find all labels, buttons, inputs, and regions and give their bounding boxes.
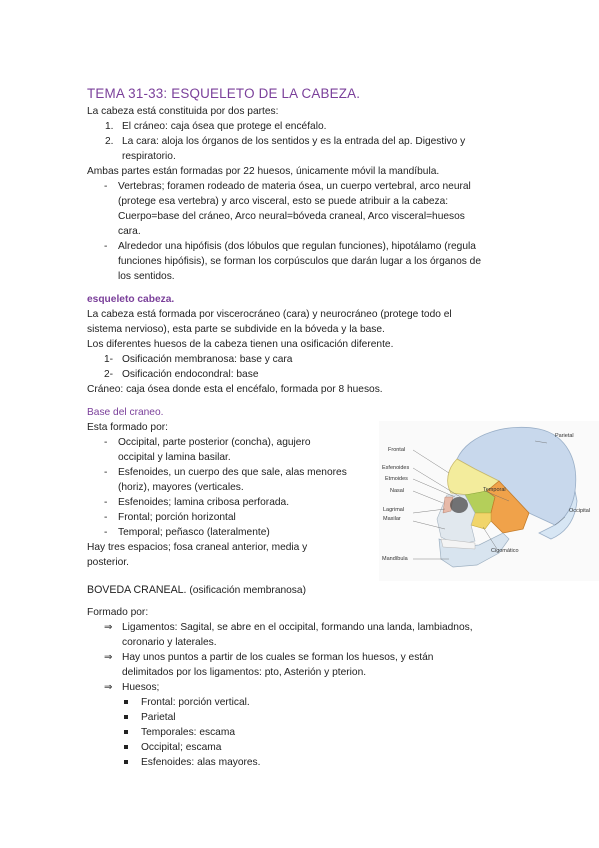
dash-bullet: - xyxy=(104,467,108,478)
orbit xyxy=(450,497,468,513)
skull-figure xyxy=(379,421,599,581)
label-cigomatico: Cigomático xyxy=(491,548,519,554)
label-occipital: Occipital xyxy=(569,508,591,514)
hipofisis-line-1: Alrededor una hipófisis (dos lóbulos que regulan funciones), hipotálamo (regula xyxy=(118,241,476,252)
dash-bullet: - xyxy=(104,497,108,508)
cabeza-line-1: La cabeza está formada por viscerocráneo (cara) y neurocráneo (protege todo el xyxy=(87,309,452,320)
square-bullet-icon xyxy=(124,711,128,725)
hipofisis-line-3: los sentidos. xyxy=(118,271,175,282)
ossification-2: Osificación endocondral: base xyxy=(122,369,259,380)
boveda-heading-note: (osificación membranosa) xyxy=(186,585,306,596)
section-heading-boveda xyxy=(87,583,306,598)
hipofisis-line-2: funciones hipófisis), se forman los corpúsculos que darán lugar a los órganos de xyxy=(118,256,481,267)
base-frontal: Frontal; porción horizontal xyxy=(118,512,236,523)
boveda-bone-2: Parietal xyxy=(141,712,176,723)
ossification-num-2: 2- xyxy=(104,369,114,380)
intro-item-1: El cráneo: caja ósea que protege el encéfalo. xyxy=(122,121,327,132)
label-frontal: Frontal xyxy=(388,447,406,453)
base-esfenoides-line-2: (horiz), mayores (verticales. xyxy=(118,482,244,493)
ossification-1: Osificación membranosa: base y cara xyxy=(122,354,293,365)
base-esfenoides-line-1: Esfenoides, un cuerpo des que sale, alas menores xyxy=(118,467,347,478)
boveda-puntos-line-1: Hay unos puntos a partir de los cuales se forman los huesos, y están xyxy=(122,652,434,663)
intro-item-num-1: 1. xyxy=(105,121,114,132)
boveda-bone-4: Occipital; escama xyxy=(141,742,222,753)
label-etmoides: Etmoides xyxy=(385,476,408,482)
page-title: TEMA 31-33: ESQUELETO DE LA CABEZA. xyxy=(87,86,361,101)
square-bullet-icon xyxy=(124,756,128,770)
ossification-num-1: 1- xyxy=(104,354,114,365)
craneo-sentence: Cráneo: caja ósea donde esta el encéfalo, formada por 8 huesos. xyxy=(87,384,383,395)
intro-lead: La cabeza está constituida por dos partes: xyxy=(87,106,279,117)
square-bullet-icon xyxy=(124,741,128,755)
label-lagrimal: Lagrimal xyxy=(383,507,405,513)
boveda-ligamentos-line-1: Ligamentos: Sagital, se abre en el occipital, formando una landa, lambiadnos, xyxy=(122,622,473,633)
boveda-heading: BOVEDA CRANEAL. xyxy=(87,584,187,596)
arrow-bullet-icon: ⇒ xyxy=(104,652,113,663)
arrow-bullet-icon: ⇒ xyxy=(104,682,113,693)
base-closing-line-1: Hay tres espacios; fosa craneal anterior, media y xyxy=(87,542,308,553)
square-bullet-icon xyxy=(124,696,128,710)
dash-bullet: - xyxy=(104,437,108,448)
base-lead: Esta formado por: xyxy=(87,422,168,433)
vertebras-line-2: (protege esa vertebra) y arco visceral, esto se puede atribuir a la cabeza: xyxy=(118,196,449,207)
label-mandibula: Mandíbula xyxy=(382,556,408,562)
skull-illustration xyxy=(379,421,599,581)
boveda-huesos: Huesos; xyxy=(122,682,160,693)
dash-bullet: - xyxy=(104,241,108,252)
base-closing-line-2: posterior. xyxy=(87,557,129,568)
boveda-lead: Formado por: xyxy=(87,607,149,618)
cabeza-line-3: Los diferentes huesos de la cabeza tienen una osificación diferente. xyxy=(87,339,394,350)
boveda-puntos-line-2: delimitados por los ligamentos: pto, Asterión y pterion. xyxy=(122,667,367,678)
cabeza-line-2: sistema nervioso), esta parte se subdivide en la bóveda y la base. xyxy=(87,324,385,335)
dash-bullet: - xyxy=(104,181,108,192)
label-nasal: Nasal xyxy=(390,488,405,494)
boveda-bone-1: Frontal: porción vertical. xyxy=(141,697,250,708)
dash-bullet: - xyxy=(104,512,108,523)
base-lamina-cribosa: Esfenoides; lamina cribosa perforada. xyxy=(118,497,290,508)
intro-item-num-2: 2. xyxy=(105,136,114,147)
intro-item-2-line2: respiratorio. xyxy=(122,151,176,162)
square-bullet-icon xyxy=(124,726,128,740)
base-occipital-line-2: occipital y lamina basilar. xyxy=(118,452,231,463)
vertebras-line-1: Vertebras; foramen rodeado de materia ósea, un cuerpo vertebral, arco neural xyxy=(118,181,471,192)
intro-item-2-line1: La cara: aloja los órganos de los sentidos y es la entrada del ap. Digestivo y xyxy=(122,136,466,147)
vertebras-line-4: cara. xyxy=(118,226,141,237)
bones-sentence: Ambas partes están formadas por 22 huesos, únicamente móvil la mandíbula. xyxy=(87,166,440,177)
boveda-bone-3: Temporales: escama xyxy=(141,727,235,738)
label-esfenoides: Esfenoides xyxy=(382,465,410,471)
section-heading-base: Base del craneo. xyxy=(87,407,164,418)
base-temporal: Temporal; peñasco (lateralmente) xyxy=(118,527,270,538)
label-maxilar: Maxilar xyxy=(383,516,401,522)
section-heading-cabeza: esqueleto cabeza. xyxy=(87,294,175,305)
boveda-ligamentos-line-2: coronario y laterales. xyxy=(122,637,217,648)
vertebras-line-3: Cuerpo=base del cráneo, Arco neural=bóveda craneal, Arco visceral=huesos xyxy=(118,211,465,222)
base-occipital-line-1: Occipital, parte posterior (concha), agujero xyxy=(118,437,311,448)
arrow-bullet-icon: ⇒ xyxy=(104,622,113,633)
label-parietal: Parietal xyxy=(555,433,574,439)
dash-bullet: - xyxy=(104,527,108,538)
boveda-bone-5: Esfenoides: alas mayores. xyxy=(141,757,261,768)
label-temporal: Temporal xyxy=(483,487,506,493)
